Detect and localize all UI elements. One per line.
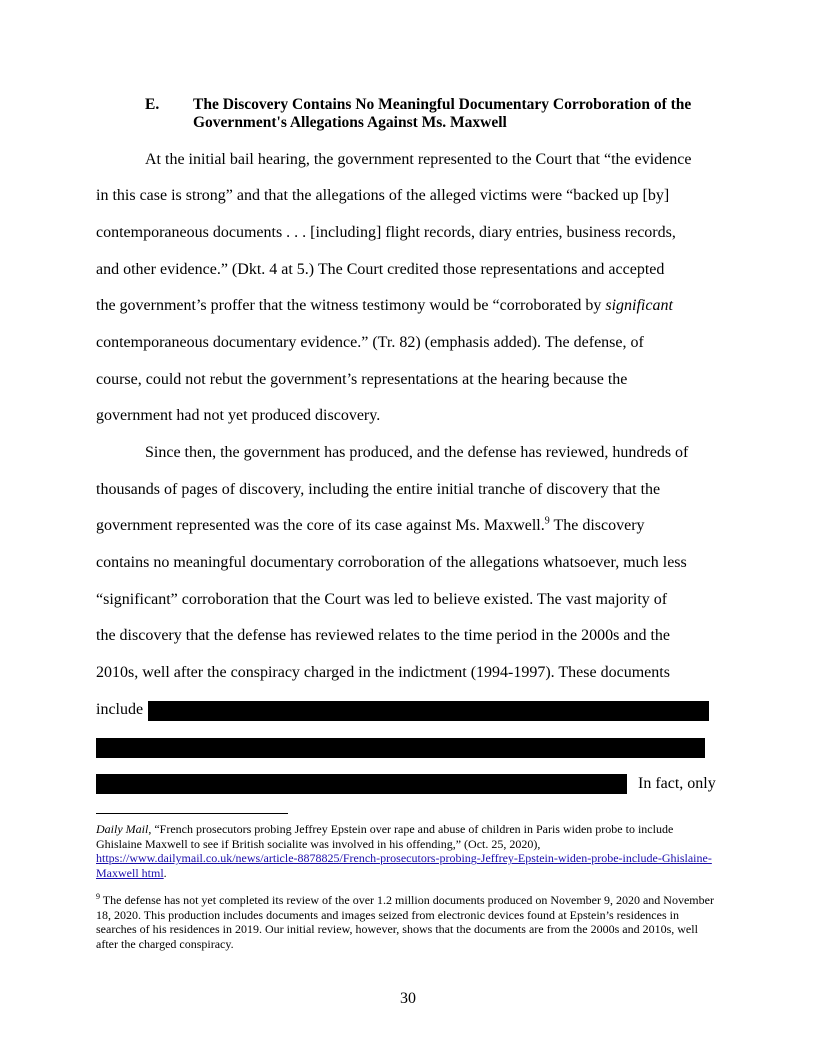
emphasis-text: significant [605,297,673,314]
body-line: contemporaneous documents . . . [including] flight records, diary entries, business records, [96,224,676,241]
redaction-bar [148,701,709,721]
footnote-separator [96,813,288,814]
body-line: At the initial bail hearing, the government represented to the Court that “the evidence [145,151,692,168]
page-number: 30 [400,990,416,1007]
section-letter: E. [145,96,160,113]
footnote-ref: 9 [544,515,550,527]
body-line: Since then, the government has produced, and the defense has reviewed, hundreds of [145,444,689,461]
body-text: the government’s proffer that the witness testimony would be “corroborated by [96,297,606,314]
footnote-end: . [163,866,167,881]
footnote-8 [96,822,716,881]
body-line: government had not yet produced discovery. [96,407,381,424]
body-line: the discovery that the defense has reviewed relates to the time period in the 2000s and the [96,627,671,644]
footnote-number: 9 [96,892,100,901]
body-line: in this case is strong” and that the allegations of the alleged victims were “backed up [by] [96,187,670,204]
body-line [96,296,673,316]
body-line: include [96,701,144,718]
redaction-bar [96,738,705,758]
footnote-source: Daily Mail [96,822,149,836]
body-text: The discovery [549,517,645,534]
body-line: 2010s, well after the conspiracy charged in the indictment (1994-1997). These documents [96,664,670,681]
footnote-link[interactable]: https://www.dailymail.co.uk/news/article-8878825/French-prosecutors-probing-Jeffrey-Epstein-widen-probe-include-Ghislaine-Maxwell html [96,851,712,881]
body-line [96,516,645,536]
body-line: contemporaneous documentary evidence.” (Tr. 82) (emphasis added). The defense, of [96,334,644,351]
footnote-9 [96,893,716,952]
body-line: thousands of pages of discovery, including the entire initial tranche of discovery that the [96,481,661,498]
footnote-text: The defense has not yet completed its review of the over 1.2 million documents produced on November 9, 2020 and November 18, 2020. This production includes documents and images seized from electronic devices found at Epstein’s residences in searches of his residences in 2019. Our initial review, however, shows that the documents are from the 2000s and 2010s, well after the charged conspiracy. [96,893,714,952]
body-line: course, could not rebut the government’s representations at the hearing because the [96,371,628,388]
section-title: The Discovery Contains No Meaningful Documentary Corroboration of the Government's Allegations Against Ms. Maxwell [193,96,692,131]
redaction-bar [96,774,627,794]
body-line: and other evidence.” (Dkt. 4 at 5.) The Court credited those representations and accepted [96,261,665,278]
body-line: “significant” corroboration that the Court was led to believe existed. The vast majority of [96,591,668,608]
body-line: contains no meaningful documentary corroboration of the allegations whatsoever, much less [96,554,687,571]
footnote-text: , “French prosecutors probing Jeffrey Epstein over rape and abuse of children in Paris widen probe to include Ghislaine Maxwell to see if British socialite was involved in his offending,” (Oct. 25, 2020), [96,822,674,851]
body-text: government represented was the core of its case against Ms. Maxwell. [96,517,545,534]
body-line: In fact, only [638,775,716,792]
